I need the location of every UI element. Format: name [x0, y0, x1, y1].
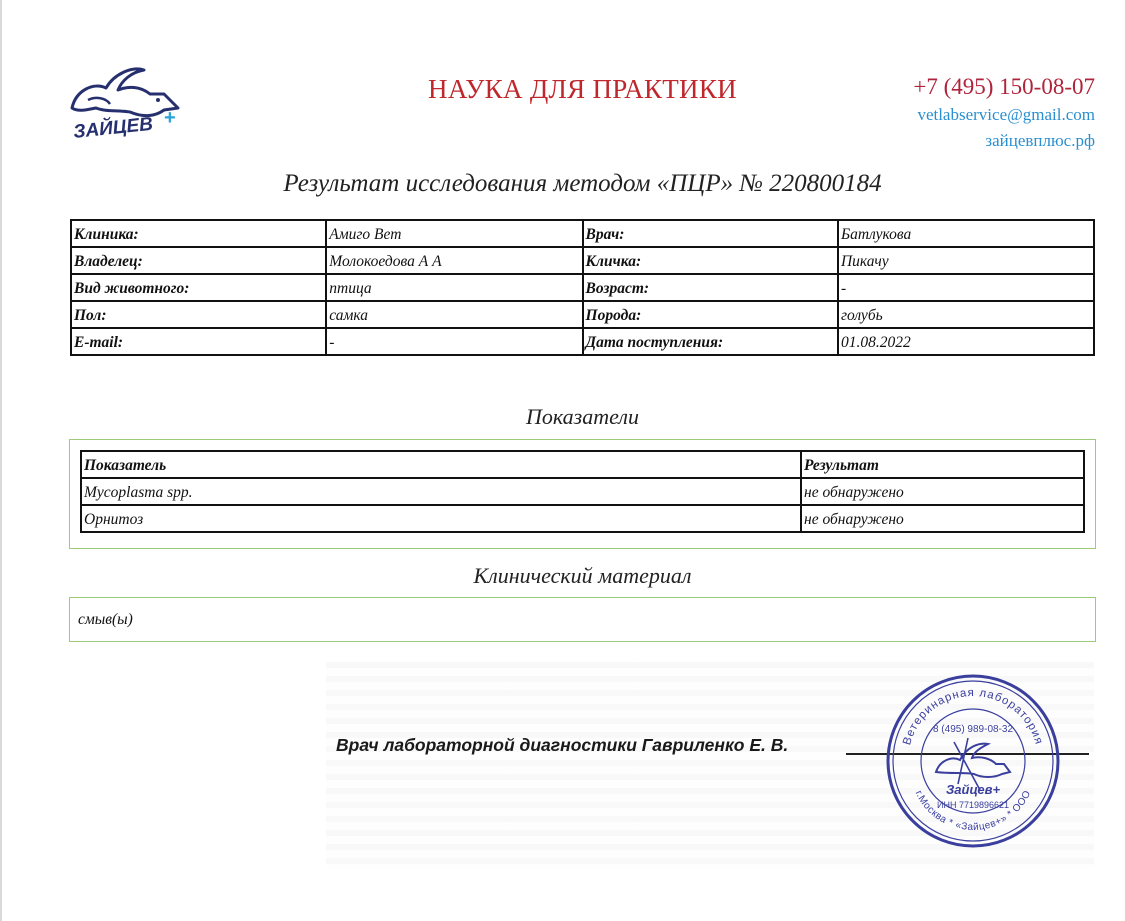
stamp-center-text: Зайцев+ [945, 782, 1001, 797]
info-label: Кличка: [583, 247, 838, 274]
column-header: Показатель [81, 451, 801, 478]
table-row [71, 301, 1094, 328]
stamp-inn: ИНН 7719896621 [936, 800, 1010, 810]
table-header-row [81, 451, 1084, 478]
info-value: Пикачу [838, 247, 1094, 274]
info-label: Клиника: [71, 220, 326, 247]
info-label: Возраст: [583, 274, 838, 301]
material-value: смыв(ы) [78, 611, 133, 628]
svg-text:+: + [164, 107, 176, 129]
table-row [71, 247, 1094, 274]
info-value: птица [326, 274, 582, 301]
info-label: Врач: [583, 220, 838, 247]
info-value: Амиго Вет [326, 220, 582, 247]
info-label: Пол: [71, 301, 326, 328]
table-row [71, 328, 1094, 355]
info-label: Владелец: [71, 247, 326, 274]
info-label: Дата поступления: [583, 328, 838, 355]
table-row [81, 478, 1084, 505]
brand-title: НАУКА ДЛЯ ПРАКТИКИ [428, 74, 737, 104]
indicators-heading: Показатели [526, 404, 639, 429]
organization-stamp [884, 672, 1062, 850]
phone-number[interactable]: +7 (495) 150-08-07 [913, 74, 1095, 99]
document-title: Результат исследования методом «ПЦР» № 220800184 [283, 170, 882, 197]
info-value: - [838, 274, 1094, 301]
info-value: голубь [838, 301, 1094, 328]
info-value: Молокоедова А А [326, 247, 582, 274]
stamp-top-text: Ветеринарная лаборатория [901, 686, 1045, 747]
column-header: Результат [801, 451, 1084, 478]
stamp-bottom-text: г.Москва * «Зайцев+» * ООО [912, 788, 1034, 834]
indicator-result: не обнаружено [801, 478, 1084, 505]
indicator-name: Mycoplasma spp. [81, 478, 801, 505]
email-link[interactable]: vetlabservice@gmail.com [917, 105, 1095, 124]
material-box [69, 597, 1096, 642]
indicators-table [80, 450, 1085, 533]
info-value: самка [326, 301, 582, 328]
indicator-name: Орнитоз [81, 505, 801, 532]
website-link[interactable]: зайцевплюс.рф [985, 131, 1095, 150]
contacts-block [913, 72, 1095, 154]
svg-text:ЗАЙЦЕВ: ЗАЙЦЕВ [72, 113, 154, 143]
info-label: Порода: [583, 301, 838, 328]
table-row [71, 220, 1094, 247]
info-value: - [326, 328, 582, 355]
svg-text:Ветеринарная лаборатория [901, 687, 1045, 747]
doctor-signature-text: Врач лабораторной диагностики Гавриленко Е. В. [336, 735, 789, 755]
info-value: 01.08.2022 [838, 328, 1094, 355]
table-row [71, 274, 1094, 301]
info-value: Батлукова [838, 220, 1094, 247]
material-heading: Клинический материал [473, 563, 692, 588]
info-label: E-mail: [71, 328, 326, 355]
stamp-phone: 8 (495) 989-08-32 [932, 724, 1014, 735]
table-row [81, 505, 1084, 532]
page-edge [0, 0, 2, 921]
indicator-result: не обнаружено [801, 505, 1084, 532]
info-label: Вид животного: [71, 274, 326, 301]
patient-info-table [70, 219, 1095, 356]
